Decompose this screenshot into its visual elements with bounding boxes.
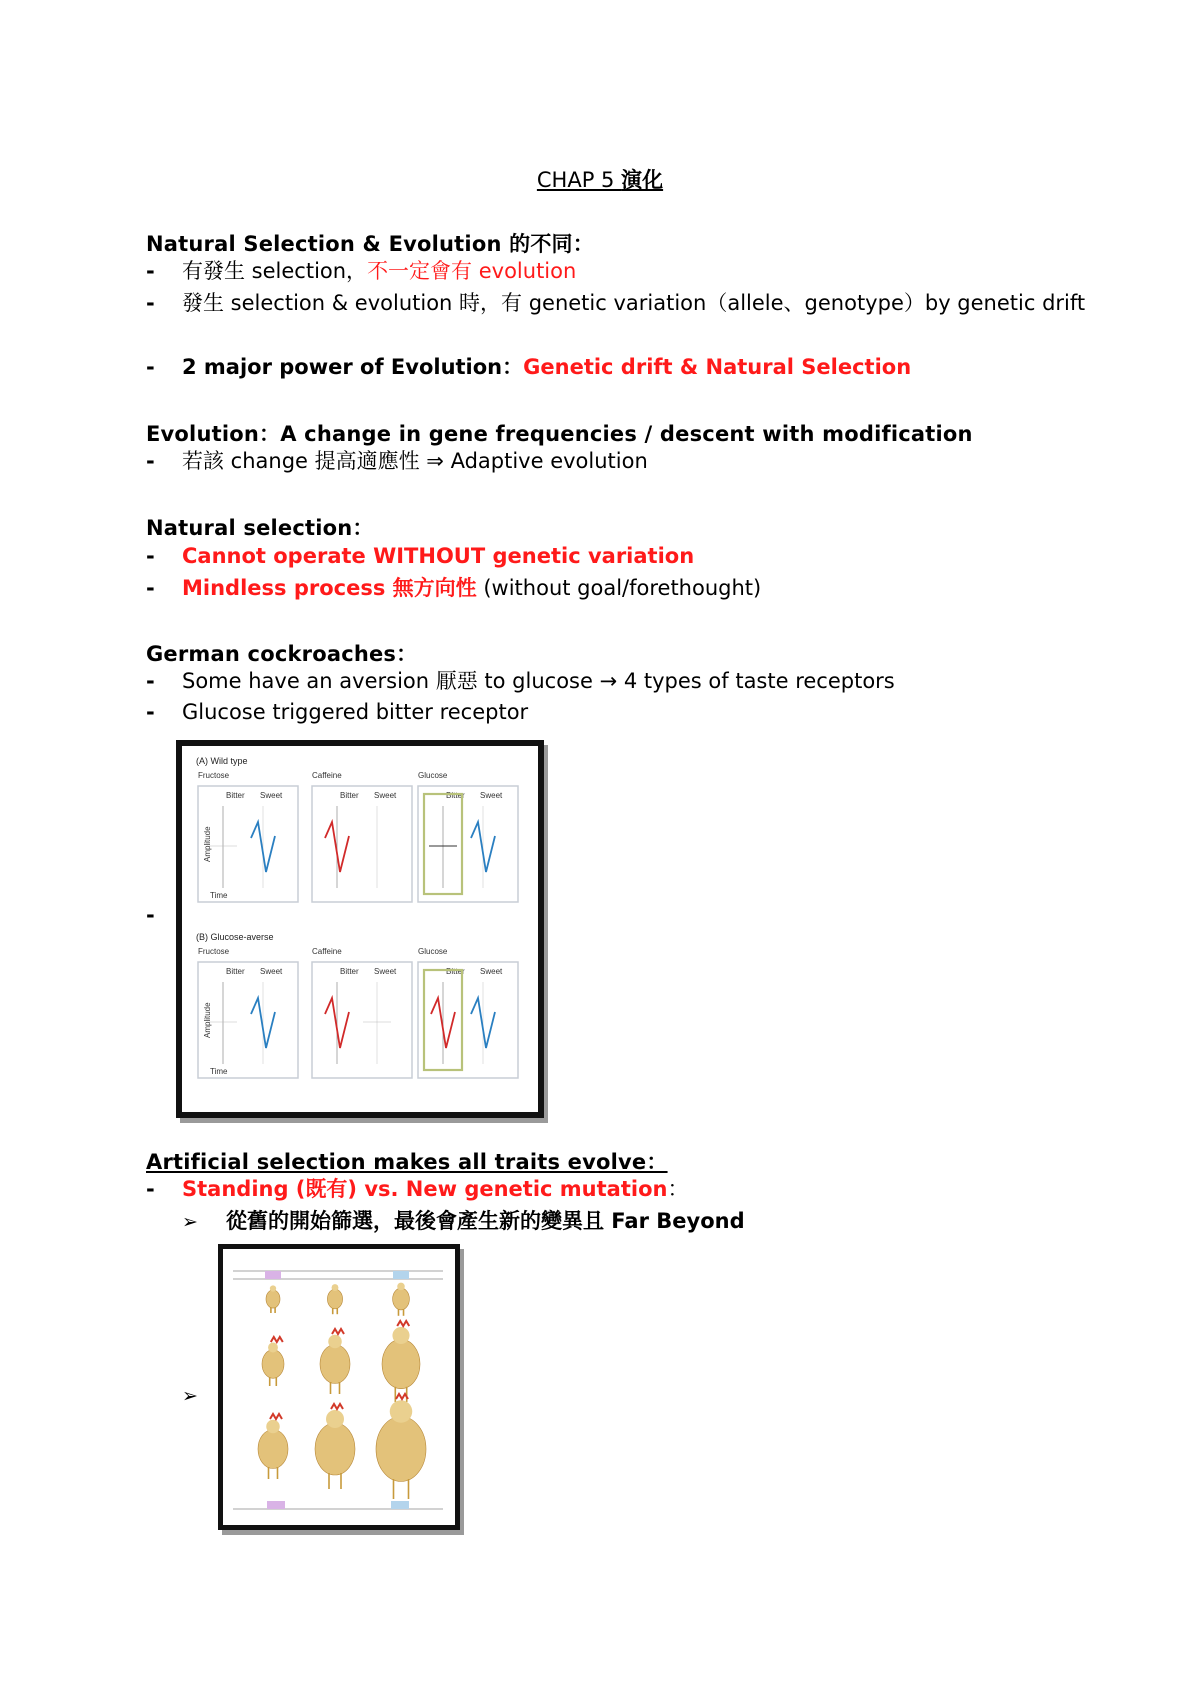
stimulus-label: Glucose [418,771,448,780]
panel-b-label: (B) Glucose-averse [196,932,274,942]
chicken-body [327,1289,342,1309]
list-item: - 有發生 selection，不一定會有 evolution [146,259,577,283]
receptor-label: Sweet [480,791,503,800]
chicken-body [266,1290,280,1308]
list-item: - 若該 change 提高適應性 ⇒ Adaptive evolution [146,449,648,473]
chicken-growth-image [223,1249,455,1525]
x-axis-label: Time [210,891,228,900]
stimulus-label: Caffeine [312,771,342,780]
stimulus-label: Fructose [198,771,230,780]
stimulus-label: Fructose [198,947,230,956]
chicken-head [332,1284,339,1291]
taste-receptor-traces [182,746,538,1112]
chicken-body [393,1288,410,1310]
section-heading-natural-selection-evolution: Natural Selection & Evolution 的不同： [146,232,594,256]
receptor-label: Bitter [446,791,465,800]
stimulus-label: Caffeine [312,947,342,956]
list-item: - 發生 selection & evolution 時，有 genetic variation（allele、genotype）by genetic drift [146,291,1086,315]
receptor-label: Bitter [226,791,245,800]
trace-frame [418,962,518,1078]
y-axis-label: Amplitude [203,1002,212,1038]
chicken-head [270,1285,276,1291]
receptor-label: Bitter [340,791,359,800]
trace-frame [418,786,518,902]
chicken-body [262,1350,284,1379]
chicken-head [266,1420,280,1434]
page-title: CHAP 5 演化 [536,168,664,192]
trace-frame [198,962,298,1078]
section-heading-artificial-selection: Artificial selection makes all traits evolve： [146,1150,668,1174]
list-item: - Cannot operate WITHOUT genetic variation [146,544,695,568]
section-heading-natural-selection: Natural selection： [146,516,374,540]
chicken-head [390,1400,413,1423]
trace-frame [312,786,412,902]
chicken-body [382,1339,420,1388]
arrow-bullet-icon: ➢ [182,1385,198,1407]
list-item: - Some have an aversion 厭惡 to glucose → 4 types of taste receptors [146,669,895,693]
chicken-body [258,1430,288,1469]
section-heading-evolution: Evolution：A change in gene frequencies / descent with modification [146,422,973,446]
receptor-label: Sweet [374,967,397,976]
list-item: - Glucose triggered bitter receptor [146,700,529,724]
list-item: - Mindless process 無方向性 (without goal/forethought) [146,576,762,600]
receptor-label: Bitter [340,967,359,976]
receptor-label: Sweet [374,791,397,800]
receptor-label: Sweet [260,791,283,800]
receptor-label: Sweet [480,967,503,976]
chicken-head [397,1283,405,1291]
chicken-body [315,1423,355,1475]
document-page: CHAP 5 演化 Natural Selection & Evolution 的不同： - 有發生 selection，不一定會有 evolution - 發生 selection & evolution 時，有 genetic variation（allele、genotype）by genetic drift - 2 major power of Evolution：Genetic drift & Natural Selection Evolution：A change in gene frequencies / descent with modification - 若該 change 提高適應性 ⇒ Adaptive evolution Natural selection： - Cannot operate WITHOUT genetic variation - Mindless process 無方向性 (without goal/forethought) German cockroaches： - Some have an aversion 厭惡 to glucose → 4 types of taste receptors - Glucose triggered bitter receptor - (A) Wild type (B) Glucose-averse Fructose Bitter Sweet Amplitude Time Caffeine Bitter Sweet Glucose Bitter Sweet Fructose Bitter Sweet Amplitude Time Caffeine Bitter Sweet Glucose Bitter Sweet Artificial selection makes all traits evolve： - Standing (既有) vs. New genetic mutation： ➢ 從舊的開始篩選，最後會產生新的變異且 Far Beyond ➢ [0,0,1200,1698]
trace-frame [198,786,298,902]
sub-item: ➢ 從舊的開始篩選，最後會產生新的變異且 Far Beyond [182,1206,745,1238]
y-axis-label: Amplitude [203,826,212,862]
receptor-label: Bitter [446,967,465,976]
stimulus-label: Glucose [418,947,448,956]
chicken-selection-figure [218,1244,460,1530]
arrow-bullet-icon: ➢ [182,1211,198,1233]
chicken-head [328,1335,342,1349]
x-axis-label: Time [210,1067,228,1076]
panel-a-label: (A) Wild type [196,756,248,766]
receptor-label: Sweet [260,967,283,976]
chicken-head [392,1327,409,1344]
taste-receptor-figure [176,740,544,1118]
receptor-label: Bitter [226,967,245,976]
chicken-body [320,1345,350,1384]
chicken-body [376,1417,426,1482]
trace-frame [312,962,412,1078]
section-heading-german-cockroaches: German cockroaches： [146,642,418,666]
list-item: - 2 major power of Evolution：Genetic drift & Natural Selection [146,355,912,379]
chicken-head [268,1343,278,1353]
list-item: - Standing (既有) vs. New genetic mutation： [146,1177,689,1201]
chicken-head [326,1410,344,1428]
